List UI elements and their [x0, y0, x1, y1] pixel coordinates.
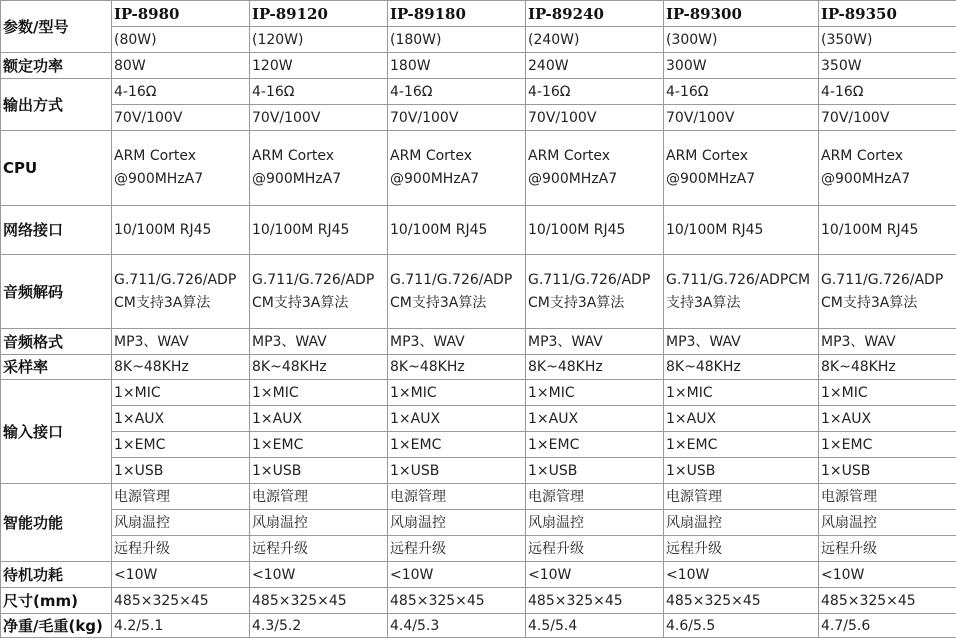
row-smart-power [1, 484, 956, 510]
remote-upgrade-cell: 远程升级 [388, 536, 526, 562]
sample-rate-cell: 8K~48KHz [112, 355, 250, 380]
weight-cell: 4.4/5.3 [388, 614, 526, 638]
decode-line-2: CM支持3A算法 [252, 294, 349, 311]
rated-power-cell: 180W [388, 53, 526, 79]
input-emc-cell: 1×EMC [112, 432, 250, 458]
rated-power-cell: 300W [664, 53, 819, 79]
row-cpu [1, 131, 956, 206]
cpu-line-2: @900MHzA7 [252, 171, 342, 187]
row-input-aux [1, 406, 956, 432]
audio-decode-cell [388, 255, 526, 329]
row-input-usb [1, 458, 956, 484]
fan-control-cell: 风扇温控 [250, 510, 388, 536]
weight-cell: 4.5/5.4 [526, 614, 664, 638]
model-power: (240W) [526, 27, 664, 53]
model-power: (80W) [112, 27, 250, 53]
model-name: IP-89240 [526, 1, 664, 27]
sample-rate-cell: 8K~48KHz [819, 355, 956, 380]
power-mgmt-cell: 电源管理 [112, 484, 250, 510]
decode-line-1: G.711/G.726/ADP [528, 271, 651, 288]
weight-cell: 4.2/5.1 [112, 614, 250, 638]
row-label-model: 参数/型号 [1, 1, 112, 53]
input-usb-cell: 1×USB [250, 458, 388, 484]
remote-upgrade-cell: 远程升级 [819, 536, 956, 562]
impedance-cell: 4-16Ω [664, 79, 819, 105]
cpu-cell [526, 131, 664, 206]
decode-line-1: G.711/G.726/ADPCM [666, 271, 811, 288]
input-usb-cell: 1×USB [388, 458, 526, 484]
input-emc-cell: 1×EMC [819, 432, 956, 458]
audio-decode-cell [819, 255, 956, 329]
standby-power-cell: <10W [112, 562, 250, 588]
model-power: (300W) [664, 27, 819, 53]
decode-line-2: CM支持3A算法 [821, 294, 918, 311]
cpu-cell [819, 131, 956, 206]
row-rated-power [1, 53, 956, 79]
voltage-cell: 70V/100V [388, 105, 526, 131]
cpu-line-1: ARM Cortex [114, 148, 197, 164]
remote-upgrade-cell: 远程升级 [112, 536, 250, 562]
audio-format-cell: MP3、WAV [388, 329, 526, 355]
row-output-impedance [1, 79, 956, 105]
dimensions-cell: 485×325×45 [112, 588, 250, 614]
model-name: IP-89120 [250, 1, 388, 27]
audio-format-cell: MP3、WAV [526, 329, 664, 355]
dimensions-cell: 485×325×45 [819, 588, 956, 614]
network-cell: 10/100M RJ45 [250, 206, 388, 255]
decode-line-1: G.711/G.726/ADP [252, 271, 375, 288]
decode-line-2: CM支持3A算法 [114, 294, 211, 311]
model-name: IP-8980 [112, 1, 250, 27]
input-usb-cell: 1×USB [819, 458, 956, 484]
input-mic-cell: 1×MIC [664, 380, 819, 406]
row-input-emc [1, 432, 956, 458]
decode-line-1: G.711/G.726/ADP [390, 271, 513, 288]
sample-rate-cell: 8K~48KHz [250, 355, 388, 380]
cpu-cell [388, 131, 526, 206]
audio-format-cell: MP3、WAV [664, 329, 819, 355]
row-label-output-mode: 输出方式 [1, 79, 112, 131]
row-audio-decode [1, 255, 956, 329]
power-mgmt-cell: 电源管理 [388, 484, 526, 510]
model-name: IP-89300 [664, 1, 819, 27]
model-power: (120W) [250, 27, 388, 53]
audio-decode-cell [112, 255, 250, 329]
power-mgmt-cell: 电源管理 [819, 484, 956, 510]
input-aux-cell: 1×AUX [819, 406, 956, 432]
network-cell: 10/100M RJ45 [388, 206, 526, 255]
network-cell: 10/100M RJ45 [526, 206, 664, 255]
network-cell: 10/100M RJ45 [112, 206, 250, 255]
standby-power-cell: <10W [250, 562, 388, 588]
input-aux-cell: 1×AUX [388, 406, 526, 432]
power-mgmt-cell: 电源管理 [526, 484, 664, 510]
input-emc-cell: 1×EMC [388, 432, 526, 458]
row-input-mic [1, 380, 956, 406]
voltage-cell: 70V/100V [819, 105, 956, 131]
impedance-cell: 4-16Ω [112, 79, 250, 105]
cpu-cell [112, 131, 250, 206]
power-mgmt-cell: 电源管理 [250, 484, 388, 510]
decode-line-1: G.711/G.726/ADP [821, 271, 944, 288]
impedance-cell: 4-16Ω [526, 79, 664, 105]
audio-decode-cell [664, 255, 819, 329]
decode-line-2: CM支持3A算法 [390, 294, 487, 311]
row-dimensions [1, 588, 956, 614]
row-network [1, 206, 956, 255]
row-weight [1, 614, 956, 638]
weight-cell: 4.3/5.2 [250, 614, 388, 638]
row-sample-rate [1, 355, 956, 380]
input-aux-cell: 1×AUX [250, 406, 388, 432]
fan-control-cell: 风扇温控 [819, 510, 956, 536]
input-usb-cell: 1×USB [664, 458, 819, 484]
row-model-power [1, 27, 956, 53]
standby-power-cell: <10W [388, 562, 526, 588]
input-mic-cell: 1×MIC [112, 380, 250, 406]
cpu-cell [664, 131, 819, 206]
rated-power-cell: 350W [819, 53, 956, 79]
fan-control-cell: 风扇温控 [664, 510, 819, 536]
audio-format-cell: MP3、WAV [250, 329, 388, 355]
cpu-line-1: ARM Cortex [390, 148, 473, 164]
voltage-cell: 70V/100V [112, 105, 250, 131]
input-mic-cell: 1×MIC [819, 380, 956, 406]
impedance-cell: 4-16Ω [819, 79, 956, 105]
input-emc-cell: 1×EMC [250, 432, 388, 458]
input-mic-cell: 1×MIC [526, 380, 664, 406]
standby-power-cell: <10W [526, 562, 664, 588]
audio-decode-cell [526, 255, 664, 329]
weight-cell: 4.6/5.5 [664, 614, 819, 638]
standby-power-cell: <10W [664, 562, 819, 588]
impedance-cell: 4-16Ω [250, 79, 388, 105]
cpu-line-2: @900MHzA7 [390, 171, 480, 187]
cpu-line-1: ARM Cortex [821, 148, 904, 164]
cpu-cell [250, 131, 388, 206]
cpu-line-2: @900MHzA7 [528, 171, 618, 187]
row-audio-format [1, 329, 956, 355]
model-name: IP-89350 [819, 1, 956, 27]
audio-format-cell: MP3、WAV [112, 329, 250, 355]
voltage-cell: 70V/100V [250, 105, 388, 131]
dimensions-cell: 485×325×45 [526, 588, 664, 614]
audio-format-cell: MP3、WAV [819, 329, 956, 355]
weight-cell: 4.7/5.6 [819, 614, 956, 638]
decode-line-1: G.711/G.726/ADP [114, 271, 237, 288]
rated-power-cell: 80W [112, 53, 250, 79]
voltage-cell: 70V/100V [664, 105, 819, 131]
row-label-input-ports: 输入接口 [1, 380, 112, 484]
input-aux-cell: 1×AUX [112, 406, 250, 432]
row-label-audio-format: 音频格式 [1, 329, 112, 355]
model-power: (180W) [388, 27, 526, 53]
cpu-line-2: @900MHzA7 [821, 171, 911, 187]
input-aux-cell: 1×AUX [664, 406, 819, 432]
cpu-line-1: ARM Cortex [528, 148, 611, 164]
input-emc-cell: 1×EMC [526, 432, 664, 458]
impedance-cell: 4-16Ω [388, 79, 526, 105]
input-emc-cell: 1×EMC [664, 432, 819, 458]
cpu-line-1: ARM Cortex [666, 148, 749, 164]
voltage-cell: 70V/100V [526, 105, 664, 131]
row-label-smart-functions: 智能功能 [1, 484, 112, 562]
decode-line-2: 支持3A算法 [666, 294, 741, 311]
row-standby-power [1, 562, 956, 588]
model-name: IP-89180 [388, 1, 526, 27]
cpu-line-2: @900MHzA7 [666, 171, 756, 187]
decode-line-2: CM支持3A算法 [528, 294, 625, 311]
row-label-cpu: CPU [1, 131, 112, 206]
row-smart-fan [1, 510, 956, 536]
input-mic-cell: 1×MIC [388, 380, 526, 406]
row-label-dimensions: 尺寸(mm) [1, 588, 112, 614]
cpu-line-2: @900MHzA7 [114, 171, 204, 187]
rated-power-cell: 120W [250, 53, 388, 79]
row-label-audio-decode: 音频解码 [1, 255, 112, 329]
row-label-network: 网络接口 [1, 206, 112, 255]
network-cell: 10/100M RJ45 [664, 206, 819, 255]
input-usb-cell: 1×USB [526, 458, 664, 484]
power-mgmt-cell: 电源管理 [664, 484, 819, 510]
row-model [1, 1, 956, 27]
network-cell: 10/100M RJ45 [819, 206, 956, 255]
spec-table-body [1, 1, 956, 638]
row-smart-upgrade [1, 536, 956, 562]
row-label-weight: 净重/毛重(kg) [1, 614, 112, 638]
audio-decode-cell [250, 255, 388, 329]
sample-rate-cell: 8K~48KHz [664, 355, 819, 380]
row-output-voltage [1, 105, 956, 131]
sample-rate-cell: 8K~48KHz [526, 355, 664, 380]
dimensions-cell: 485×325×45 [250, 588, 388, 614]
dimensions-cell: 485×325×45 [664, 588, 819, 614]
remote-upgrade-cell: 远程升级 [526, 536, 664, 562]
row-label-sample-rate: 采样率 [1, 355, 112, 380]
fan-control-cell: 风扇温控 [112, 510, 250, 536]
row-label-standby-power: 待机功耗 [1, 562, 112, 588]
model-power: (350W) [819, 27, 956, 53]
input-mic-cell: 1×MIC [250, 380, 388, 406]
rated-power-cell: 240W [526, 53, 664, 79]
remote-upgrade-cell: 远程升级 [664, 536, 819, 562]
input-usb-cell: 1×USB [112, 458, 250, 484]
standby-power-cell: <10W [819, 562, 956, 588]
input-aux-cell: 1×AUX [526, 406, 664, 432]
dimensions-cell: 485×325×45 [388, 588, 526, 614]
cpu-line-1: ARM Cortex [252, 148, 335, 164]
sample-rate-cell: 8K~48KHz [388, 355, 526, 380]
fan-control-cell: 风扇温控 [388, 510, 526, 536]
fan-control-cell: 风扇温控 [526, 510, 664, 536]
remote-upgrade-cell: 远程升级 [250, 536, 388, 562]
row-label-rated-power: 额定功率 [1, 53, 112, 79]
